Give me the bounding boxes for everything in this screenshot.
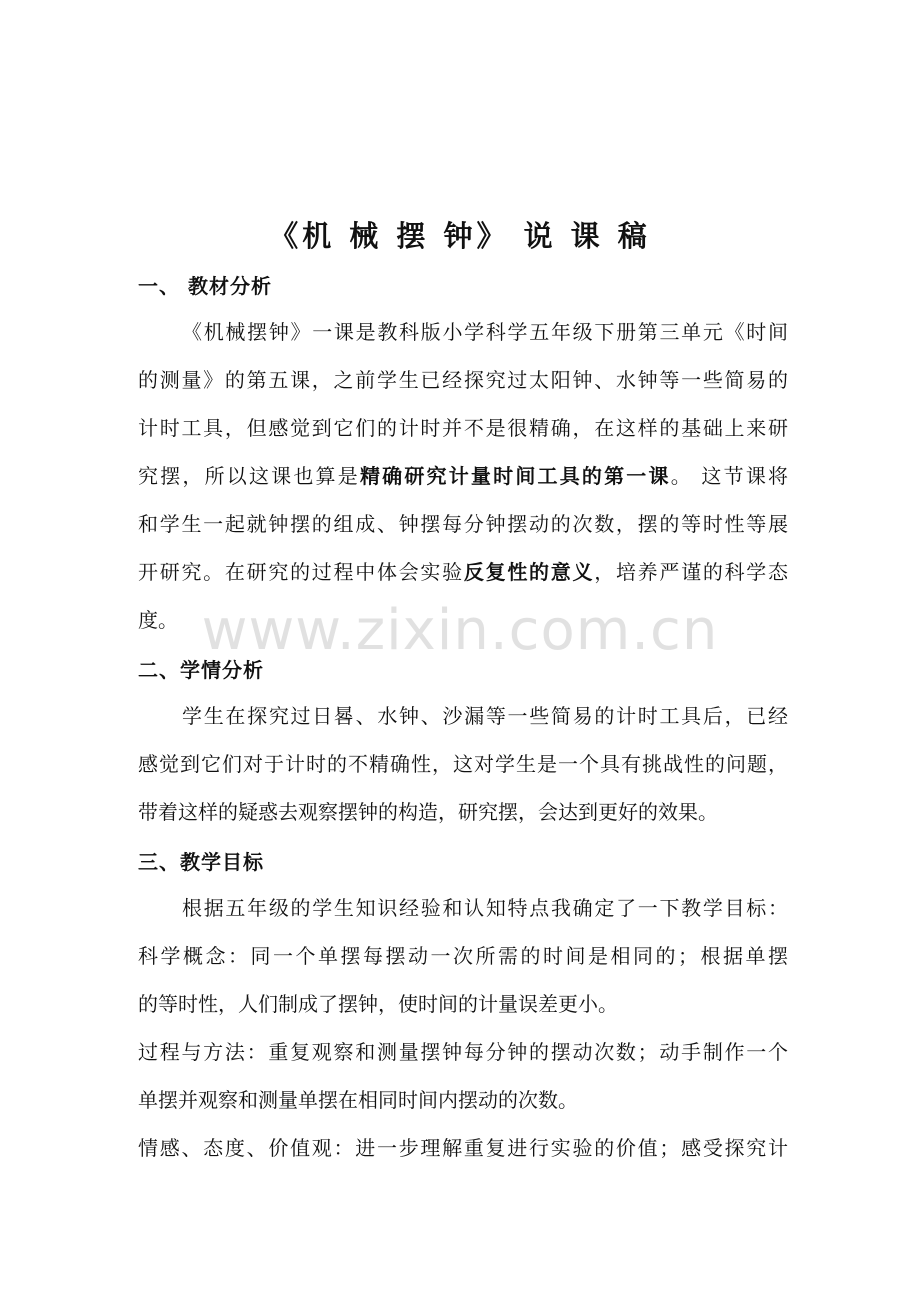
section-heading-textbook-analysis: 一、 教材分析 — [138, 274, 272, 298]
paragraph-line: 过程与方法：重复观察和测量摆钟每分钟的摆动次数；动手制作一个 — [138, 1040, 788, 1064]
paragraph-line: 带着这样的疑惑去观察摆钟的构造，研究摆，会达到更好的效果。 — [138, 800, 718, 824]
paragraph-text: 究摆，所以这课也算是 — [138, 464, 360, 488]
paragraph-line-with-emphasis — [138, 558, 788, 586]
emphasis-text: 反复性的意义 — [463, 560, 595, 584]
watermark: www.zixin.com.cn — [201, 598, 719, 663]
paragraph-line: 的等时性，人们制成了摆钟，使时间的计量误差更小。 — [138, 992, 618, 1016]
paragraph-text: 开研究。在研究的过程中体会实验 — [138, 560, 464, 584]
paragraph-line: 度。 — [138, 608, 178, 632]
paragraph-line: 的测量》的第五课，之前学生已经探究过太阳钟、水钟等一些简易的 — [138, 368, 788, 392]
paragraph-text: 。 这节课将 — [670, 464, 789, 488]
section-heading-teaching-objectives: 三、教学目标 — [138, 850, 264, 874]
paragraph-line: 单摆并观察和测量单摆在相同时间内摆动的次数。 — [138, 1088, 578, 1112]
document-title: 《机 械 摆 钟》 说 课 稿 — [269, 219, 651, 253]
paragraph-line: 《机械摆钟》一课是教科版小学科学五年级下册第三单元《时间 — [182, 320, 788, 344]
paragraph-line: 感觉到它们对于计时的不精确性，这对学生是一个具有挑战性的问题， — [138, 752, 788, 776]
paragraph-line: 和学生一起就钟摆的组成、钟摆每分钟摆动的次数，摆的等时性等展 — [138, 512, 788, 536]
paragraph-line: 根据五年级的学生知识经验和认知特点我确定了一下教学目标： — [182, 896, 788, 920]
emphasis-text: 精确研究计量时间工具的第一课 — [359, 464, 671, 488]
paragraph-text: ，培养严谨的科学态 — [594, 560, 789, 584]
paragraph-line: 计时工具，但感觉到它们的计时并不是很精确，在这样的基础上来研 — [138, 416, 788, 440]
paragraph-line: 情感、态度、价值观：进一步理解重复进行实验的价值；感受探究计 — [138, 1136, 788, 1160]
paragraph-line-with-emphasis — [138, 462, 788, 490]
paragraph-line: 科学概念：同一个单摆每摆动一次所需的时间是相同的；根据单摆 — [138, 944, 788, 968]
section-heading-student-analysis: 二、学情分析 — [138, 658, 264, 682]
paragraph-line: 学生在探究过日晷、水钟、沙漏等一些简易的计时工具后，已经 — [182, 704, 788, 728]
